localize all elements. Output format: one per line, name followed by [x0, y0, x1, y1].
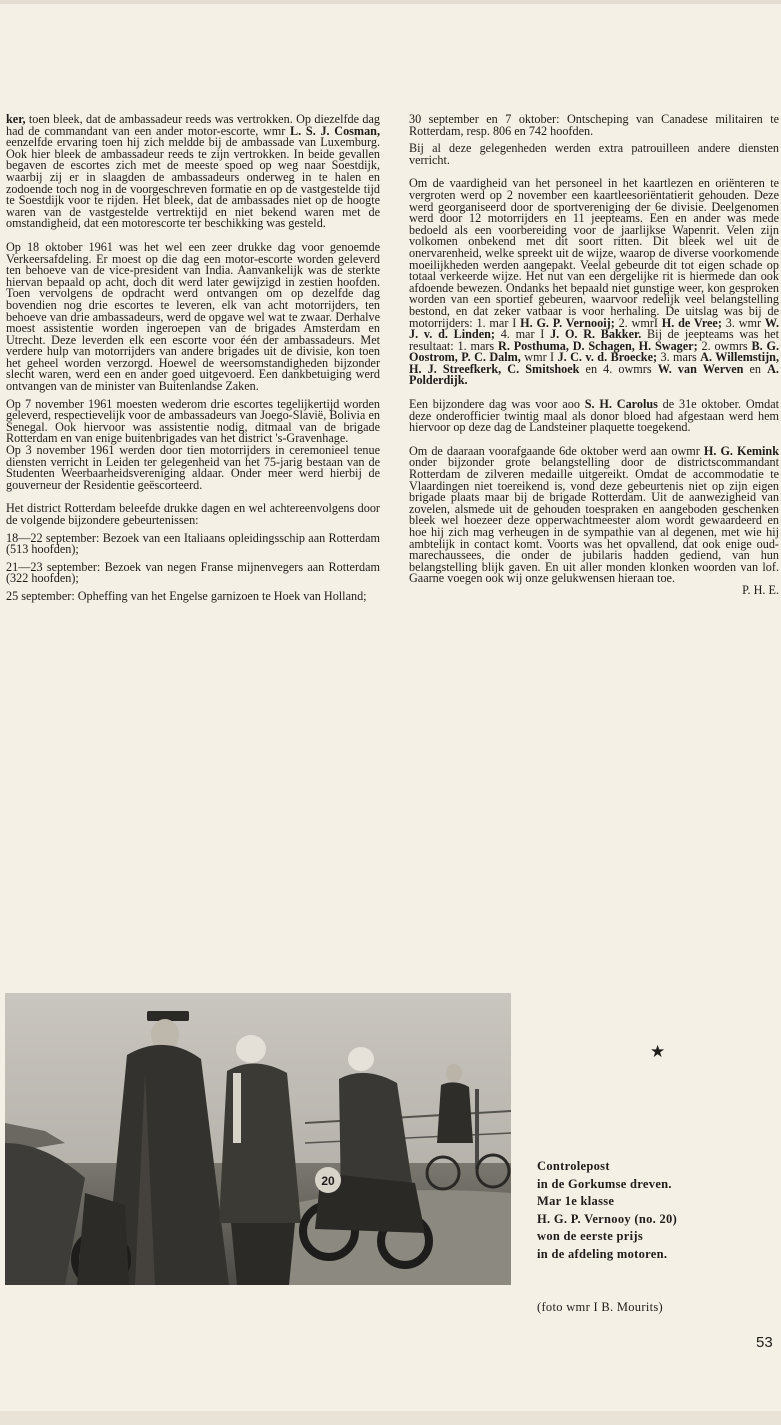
paragraph-zilveren-medaille: Om de daaraan voorafgaande 6de oktober werd aan owmr H. G. Kemink onder bijzonder grote belangstelling door de districtscommandant Rotterdam de zilveren medaille uitgereikt. Omdat de accommodatie te Vlaardingen niet toereikend is, vond deze gebeurtenis niet op zijn eigen brigade plaats maar bij de brigade Rotterdam. Uit de aanwezigheid van zovelen, alsmede uit de gehouden toespraken en aangeboden geschenken bleek wel hoezeer deze opperwachtmeester alom wordt gewaardeerd en hoe hij zich mag verheugen in de sympathie van al degenen, met wie hij ambtelijk in contact komt. Voorts was het opvallend, dat ook enige oud-marechaussees, die onder de jubilaris hadden gediend, van hun belangstelling blijk gaven. En uit aller monden klonken woorden van lof. Gaarne voegen ook wij onze gelukwensen hieraan toe. — [409, 443, 779, 586]
photo-controlepost — [5, 993, 511, 1285]
paragraph-patrouilles: Bij al deze gelegenheden werden extra patrouilleen andere diensten verricht. — [409, 141, 779, 167]
caption-line: in de afdeling motoren. — [537, 1246, 668, 1261]
event-item: 21—23 september: Bezoek van negen Franse mijnenvegers aan Rotterdam (322 hoofden); — [6, 559, 380, 586]
event-item: 18—22 september: Bezoek van een Italiaans opleidingsschip aan Rotterdam (513 hoofden); — [6, 530, 380, 557]
event-item: 30 september en 7 oktober: Ontscheping van Canadese militairen te Rotterdam, resp. 806 en 742 hoofden. — [409, 112, 779, 138]
page-edge — [0, 0, 781, 4]
author-initials: P. H. E. — [742, 582, 779, 597]
caption-line: H. G. P. Vernooy (no. 20) — [537, 1211, 678, 1226]
paragraph-kaartleesrit: Om de vaardigheid van het personeel in het kaartlezen en oriënteren te vergroten werd op 2 november een kaartleesoriëntatierit gehouden. Deze werd georganiseerd door de sportvereniging der 6e divisie. Deelgenomen werd door 12 motorrijders en 11 jeepteams. Een en ander was mede bedoeld als een voorbereiding voor de jaarlijkse Wapenrit. Velen zijn volkomen onbekend met dit soort ritten. Dit bleek wel uit de onervarenheid, welke spreekt uit de wijze, waarop de diverse voorkomende moeilijkheden werden aangepakt. Veelal gebeurde dit tot eigen schade op totaal verkeerde wijze. Het nut van een dergelijke rit is hiermede dan ook afdoende bewezen. Ondanks het bepaald niet gunstige weer, kon gesproken worden van een sportief gebeuren, waarvoor redelijk veel belangstelling bestond, en dat zeker vatbaar is voor herhaling. De uitslag was bij de motorrijders: 1. mar I H. G. P. Vernooij; 2. wmrI H. de Vree; 3. wmr W. J. v. d. Linden; 4. mar I J. O. R. Bakker. Bij de jeepteams was het resultaat: 1. mars R. Posthuma, D. Schagen, H. Swager; 2. owmrs B. G. Oostrom, P. C. Dalm, wmr I J. C. v. d. Broecke; 3. mars A. Willemstijn, H. J. Streefkerk, C. Smitshoek en 4. owmrs W. van Werven en A. Polderdijk. — [409, 176, 780, 388]
left-column — [6, 114, 380, 603]
caption-line: Mar 1e klasse — [537, 1194, 615, 1209]
photo-credit: (foto wmr I B. Mourits) — [537, 1300, 663, 1314]
paragraph-18-oktober: Op 18 oktober 1961 was het wel een zeer drukke dag voor genoemde Verkeersafdeling. Er moest op die dag een motor-escorte worden geleverd ten behoeve van de vice-president van India. Aanvankelijk was de sterkte hiervan bepaald op acht, doch dit werd later gewijzigd in zestien hoofden. Toen vervolgens de opdracht werd ontvangen om op dezelfde dag bovendien nog drie escortes te leveren, elk van acht motorrijders, ten behoeve van drie ambassadeurs, werd de opgave wel wat te zwaar. Derhalve moest assistentie worden ingeroepen van de brigades Amsterdam en Utrecht. Deze leverden elk een escorte voor één der ambassadeurs. Met verdere hulp van motorrijders van andere brigades uit de divisie, kon toen het geheel worden verzorgd. Hoewel de weersomstandigheden bijzonder slecht waren, werd een en ander goed uitgevoerd. Een dankbetuiging werd ontvangen van de minister van Buitenlandse Zaken. — [6, 239, 380, 394]
caption-line: Controlepost — [537, 1159, 610, 1173]
race-number-plate: 20 — [321, 1174, 335, 1188]
event-item: 25 september: Opheffing van het Engelse garnizoen te Hoek van Holland; — [6, 588, 367, 603]
caption-line: won de eerste prijs — [537, 1229, 644, 1244]
caption-line: in de Gorkumse dreven. — [537, 1176, 672, 1191]
paragraph-7-november: Op 7 november 1961 moesten wederom drie escortes tegelijkertijd worden geleverd, respectievelijk voor de ambassadeurs van Joego-Slavië, Bolivia en Senegal. Ook hiervoor was assistentie nodig, ditmaal van de brigade Rotterdam en van enige buitenbrigades van het district 's-Gravenhage. — [6, 396, 380, 446]
page-number: 53 — [756, 1334, 773, 1351]
paragraph-3-november: Op 3 november 1961 werden door tien motorrijders in ceremonieel tenue diensten verricht in Leiden ter gelegenheid van het 75-jarig bestaan van de Studenten Weerbaarheidsvereniging aldaar. Onder meer werd hierbij de gouverneur der Residentie geëscorteerd. — [6, 443, 380, 492]
right-column — [409, 114, 779, 597]
paragraph-donor: Een bijzondere dag was voor aoo S. H. Carolus de 31e oktober. Omdat deze onderofficier twintig maal als donor bloed had afgestaan werd hem hiervoor op deze dag de Landsteiner plaquette toegekend. — [409, 397, 780, 435]
paragraph-escort-soestdijk: ker, toen bleek, dat de ambassadeur reeds was vertrokken. Op diezelfde dag had de commandant van een ander motor-escorte, wmr L. S. J. Cosman, eenzelfde ervaring toen hij zich meldde bij de ambassade van Luxemburg. Ook hier bleek de ambassadeur reeds te zijn vertrokken. In beide gevallen begaven de escortes zich met de meeste spoed op weg naar Soestdijk, waarbij zij er in slaagden de ambassadeurs onderweg in te halen en zodoende toch nog in de voorgeschreven formatie en op de vastgestelde tijd te Soestdijk voor te rijden. Het bleek, dat de ambassades niet op de hoogte waren van de vastgestelde vertrektijd en niet bekend waren met de omstandigheid, dat een motorescorte ter beschikking was gesteld. — [6, 112, 380, 231]
photo-caption — [537, 1158, 777, 1264]
page-bottom-edge — [0, 1411, 781, 1425]
paragraph-district-rotterdam: Het district Rotterdam beleefde drukke dagen en wel achtereenvolgens door de volgende bijzondere gebeurtenissen: — [6, 501, 380, 527]
star-icon: ★ — [650, 1042, 666, 1061]
